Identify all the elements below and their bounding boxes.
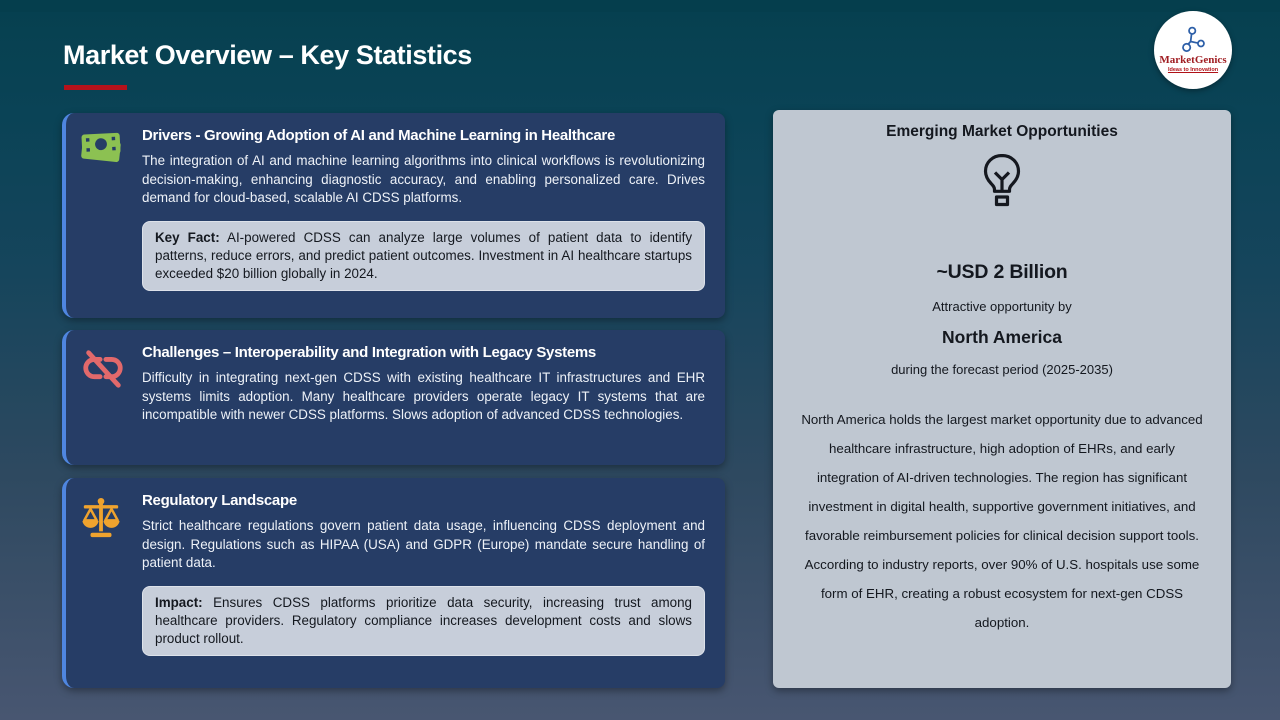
impact-text: Ensures CDSS platforms prioritize data security, increasing trust among healthcare providers. Regulatory compliance increases development costs and slows product rollout. — [155, 594, 692, 646]
molecule-icon — [1178, 26, 1208, 53]
card-title: Drivers - Growing Adoption of AI and Machine Learning in Healthcare — [142, 127, 616, 144]
title-underline — [64, 85, 127, 90]
logo — [1154, 11, 1232, 89]
card-regulatory — [62, 478, 725, 688]
page-title: Market Overview – Key Statistics — [63, 40, 472, 70]
opportunity-value: ~USD 2 Billion — [936, 261, 1068, 283]
scales-icon — [80, 495, 122, 541]
logo-name: MarketGenics — [1159, 54, 1227, 67]
card-body: Difficulty in integrating next-gen CDSS with existing healthcare IT infrastructures and EHR systems limits adoption. Many healthcare providers operate legacy IT systems that are incompatible with newer CDSS platforms. Slows adoption of advanced CDSS technologies. — [142, 370, 705, 422]
opportunity-subtitle: Attractive opportunity by — [932, 299, 1072, 314]
broken-link-icon — [80, 347, 126, 391]
key-fact-label: Key Fact: — [155, 229, 220, 245]
lightbulb-icon — [981, 153, 1023, 209]
key-fact-text: AI-powered CDSS can analyze large volumes of patient data to identify patterns, reduce errors, and predict patient outcomes. Investment in AI healthcare startups exceeded $20 billion globally in 2024. — [155, 229, 693, 281]
opportunity-region: North America — [942, 327, 1062, 347]
card-title: Challenges – Interoperability and Integration with Legacy Systems — [142, 344, 596, 361]
panel-title: Emerging Market Opportunities — [886, 123, 1118, 140]
card-challenges — [62, 330, 725, 465]
impact-box — [142, 586, 705, 657]
money-icon — [80, 130, 122, 166]
opportunity-period: during the forecast period (2025-2035) — [891, 362, 1113, 377]
card-drivers — [62, 113, 725, 318]
impact-label: Impact: — [155, 594, 203, 610]
card-body: The integration of AI and machine learning algorithms into clinical workflows is revolutionizing decision-making, enhancing diagnostic accuracy, and enabling personalized care. Drives demand for cloud-based, scalable AI CDSS platforms. — [142, 153, 705, 205]
opportunity-description: North America holds the largest market opportunity due to advanced healthcare infrastructure, high adoption of EHRs, and early integration of AI-driven technologies. The region has significant investment in digital health, supportive government initiatives, and favorable reimbursement policies for clinical decision support tools. According to industry reports, over 90% of U.S. hospitals use some form of EHR, creating a robust ecosystem for next-gen CDSS adoption. — [801, 412, 1203, 630]
opportunity-panel — [773, 110, 1231, 688]
logo-tagline: Ideas to Innovation — [1167, 66, 1219, 73]
card-title: Regulatory Landscape — [142, 492, 297, 509]
key-fact-box — [142, 221, 705, 292]
top-bar — [0, 0, 1280, 12]
card-body: Strict healthcare regulations govern patient data usage, influencing CDSS deployment and design. Regulations such as HIPAA (USA) and GDPR (Europe) mandate secure handling of patient data. — [142, 518, 705, 570]
